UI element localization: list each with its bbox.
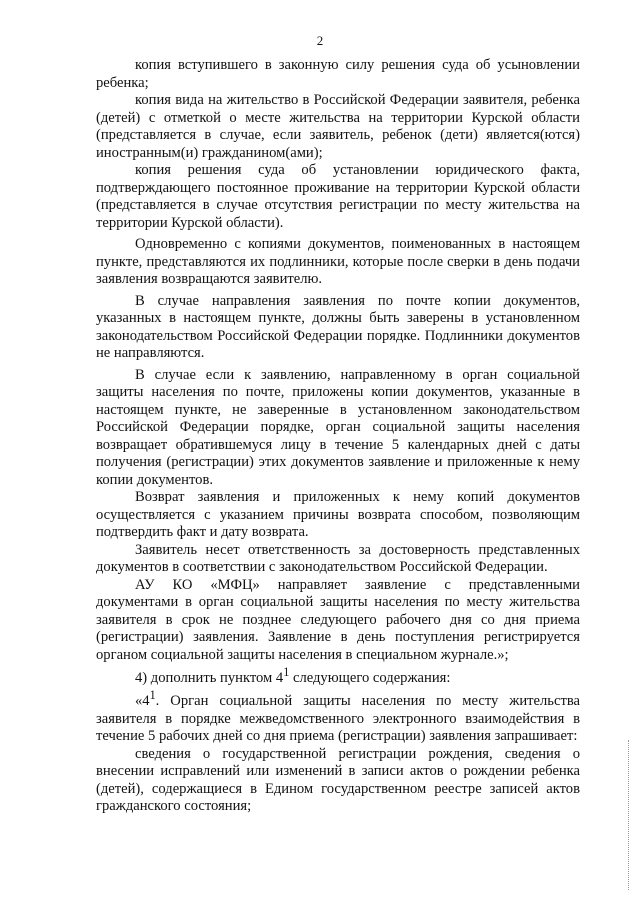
new-point-superscript: 1 — [149, 688, 156, 703]
document-body — [96, 57, 580, 816]
paragraph-court-decision: копия решения суда об установлении юридического факта, подтверждающего постоянное проживание на территории Курской области (представляется в случае отсутствия регистрации по месту жительства на территории Курской области). — [96, 162, 580, 231]
new-point-text: . Орган социальной защиты населения по месту жительства заявителя в порядке межведомственного электронного взаимодействия в течение 5 рабочих дней со дня приема (регистрации) заявления запрашивает: — [96, 693, 580, 745]
paragraph-uncertified-copies: В случае если к заявлению, направленному в орган социальной защиты населения по почте, приложены копии документов, указанные в настоящем пункте, не заверенные в установленном законодательством Российской Федерации порядке, орган социальной защиты населения возвращает обратившемуся лицу в течение 5 календарных дней с даты получения (регистрации) этих документов заявление и приложенные к нему копии документов. — [96, 366, 580, 488]
new-point-prefix: «4 — [135, 693, 150, 710]
page-number: 2 — [316, 33, 324, 48]
paragraph-residence-permit: копия вида на жительство в Российской Федерации заявителя, ребенка (детей) с отметкой о месте жительства на территории Курской области (представляется в случае, если заявитель, ребенок (дети) является(ются) иностранным(и) гражданином(ами); — [96, 92, 580, 161]
amendment-superscript: 1 — [283, 665, 290, 679]
paragraph-amendment — [96, 664, 580, 687]
paragraph-responsibility: Заявитель несет ответственность за достоверность представленных документов в соответствии с законодательством Российской Федерации. — [96, 541, 580, 575]
paragraph-return-method: Возврат заявления и приложенных к нему копий документов осуществляется с указанием причины возврата способом, позволяющим подтвердить факт и дату возврата. — [96, 489, 580, 540]
paragraph-birth-registration: сведения о государственной регистрации рождения, сведения о внесении исправлений или изменений в записи актов о рождении ребенка (детей), содержащиеся в Едином государственном реестре записей актов гражданского состояния; — [96, 745, 580, 815]
paragraph-adoption-copy: копия вступившего в законную силу решения суда об усыновлении ребенка; — [96, 57, 580, 91]
scan-edge-mark — [628, 740, 633, 890]
paragraph-postal-copies: В случае направления заявления по почте копии документов, указанных в настоящем пункте, должны быть заверены в установленном законодательством Российской Федерации порядке. Подлинники документов не направляются. — [96, 292, 580, 361]
amendment-text: 4) дополнить пунктом 4 — [135, 669, 284, 686]
paragraph-originals: Одновременно с копиями документов, поименованных в настоящем пункте, представляются их подлинники, которые после сверки в день подачи заявления возвращаются заявителю. — [96, 236, 580, 287]
amendment-text-tail: следующего содержания: — [289, 669, 451, 686]
paragraph-new-point — [96, 687, 580, 745]
paragraph-mfc-forwarding: АУ КО «МФЦ» направляет заявление с представленными документами в орган социальной защиты населения по месту жительства заявителя в срок не позднее следующего рабочего дня со дня приема (регистрации) заявления. Заявление в день поступления регистрируется органом социальной защиты населения в специальном журнале.»; — [96, 576, 580, 663]
